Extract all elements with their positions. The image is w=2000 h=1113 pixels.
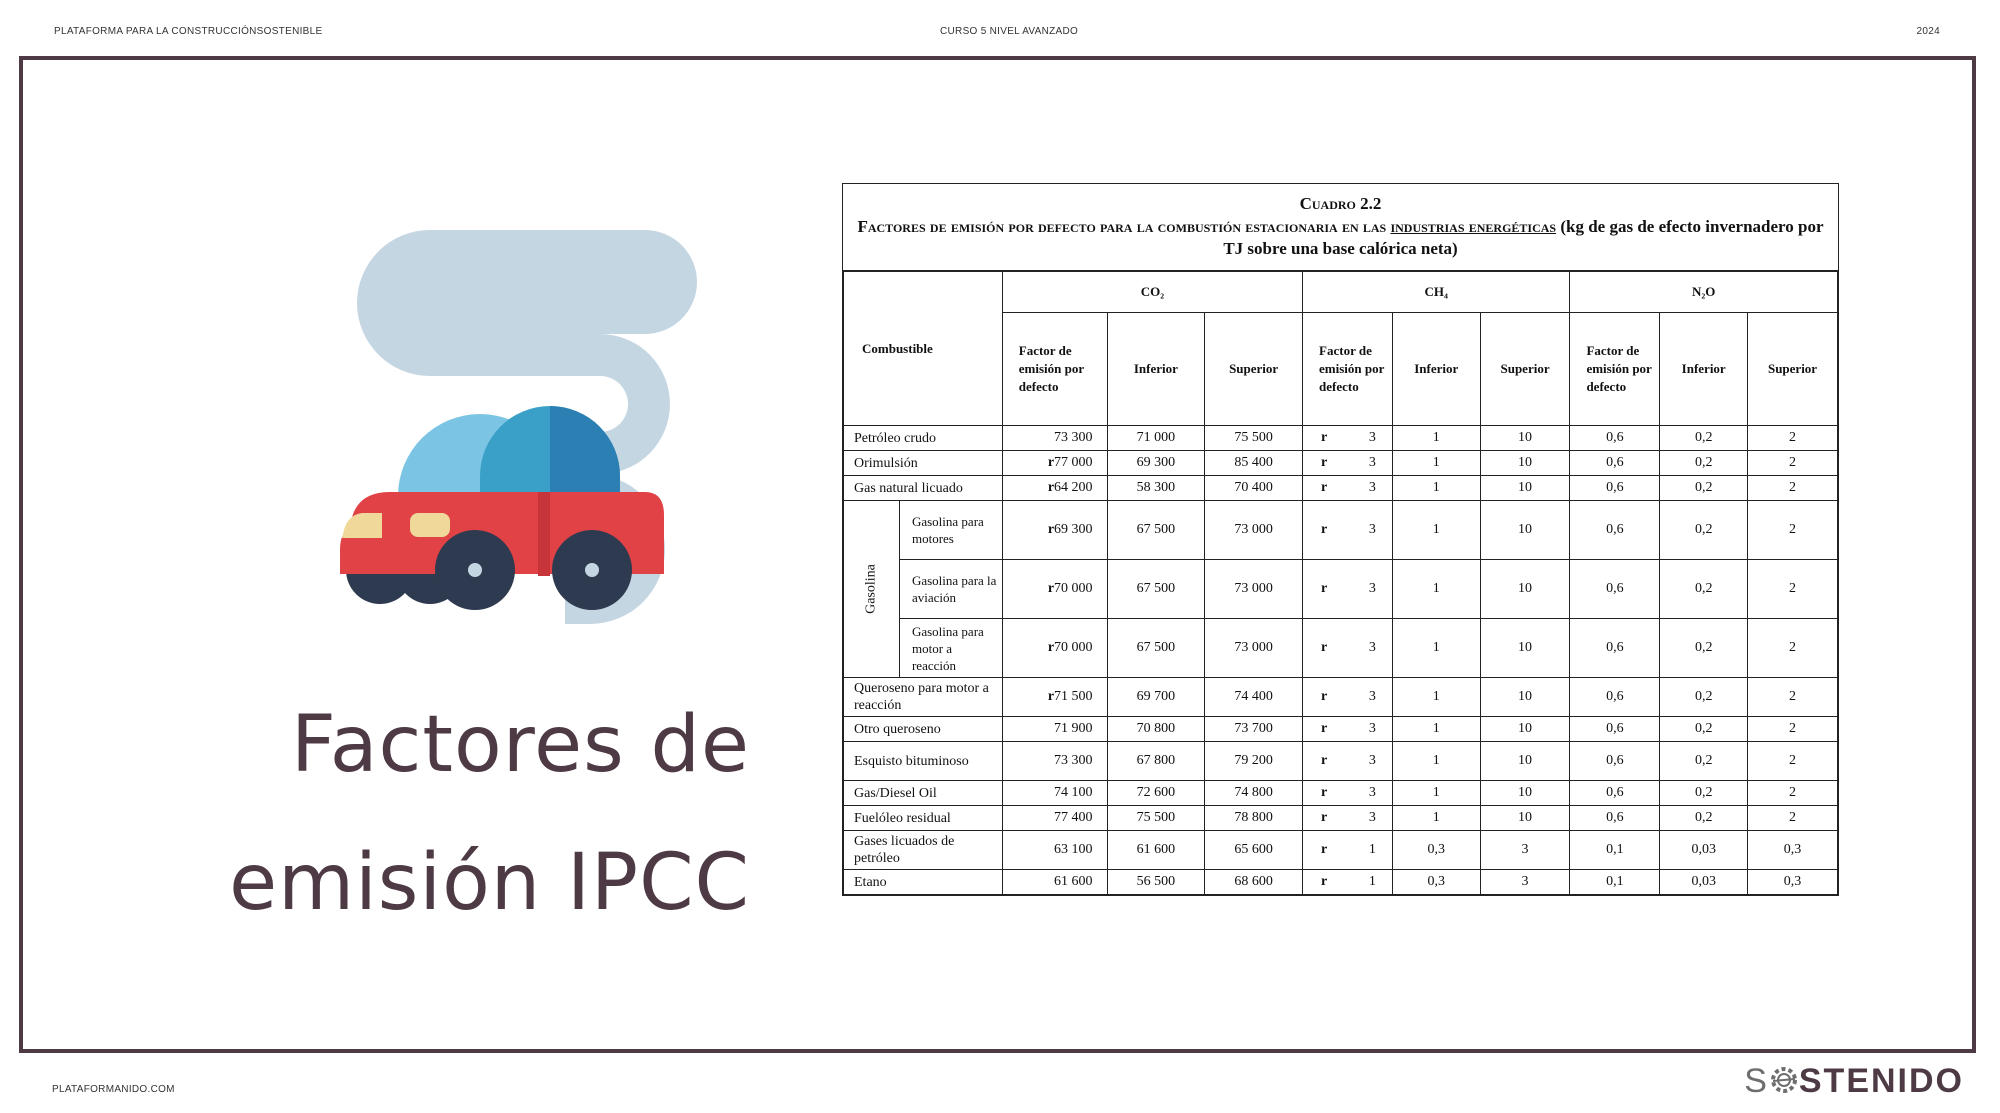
fuel-name: Queroseno para motor a reacción — [844, 678, 1003, 717]
n2o-factor-cell: 0,1 — [1570, 870, 1660, 895]
header-ch4-superior: Superior — [1480, 313, 1570, 426]
ch4-factor-cell — [1303, 560, 1393, 619]
n2o-superior-cell: 2 — [1748, 742, 1838, 781]
table-row — [844, 806, 1838, 831]
ch4-inferior-cell: 1 — [1392, 426, 1480, 451]
co2-inferior-cell: 67 800 — [1107, 742, 1205, 781]
table-row — [844, 451, 1838, 476]
table-row — [844, 619, 1838, 678]
n2o-inferior-cell: 0,2 — [1660, 451, 1748, 476]
ch4-superior-cell: 10 — [1480, 742, 1570, 781]
ch4-factor-cell — [1303, 831, 1393, 870]
revision-marker: r — [1047, 480, 1055, 495]
revision-marker: r — [1047, 522, 1055, 537]
co2-inferior-cell: 58 300 — [1107, 476, 1205, 501]
ch4-factor-cell — [1303, 717, 1393, 742]
table-body — [844, 426, 1838, 895]
table-title: Factores de emisión por defecto para la combustión estacionaria en las industrias energéticas (kg de gas de efecto invernadero por TJ sobre una base calórica neta) — [857, 217, 1824, 258]
n2o-factor-cell: 0,6 — [1570, 742, 1660, 781]
revision-marker: r — [1047, 581, 1055, 596]
co2-factor-value: 63 100 — [1054, 842, 1093, 857]
co2-superior-cell: 85 400 — [1205, 451, 1303, 476]
header-ch4: CH₄ — [1303, 272, 1570, 313]
header-n2o: N₂O — [1570, 272, 1838, 313]
brand-logo: S STENIDO — [1744, 1062, 1964, 1100]
header-n2o-superior: Superior — [1748, 313, 1838, 426]
co2-factor-value: 70 000 — [1054, 640, 1093, 655]
revision-marker: r — [1321, 455, 1328, 470]
n2o-superior-cell: 0,3 — [1748, 831, 1838, 870]
co2-inferior-cell: 67 500 — [1107, 619, 1205, 678]
n2o-factor-cell: 0,6 — [1570, 501, 1660, 560]
factors-grid — [843, 271, 1838, 895]
co2-superior-cell: 73 000 — [1205, 560, 1303, 619]
n2o-superior-cell: 2 — [1748, 476, 1838, 501]
gear-icon — [1769, 1065, 1799, 1095]
ch4-inferior-cell: 1 — [1392, 806, 1480, 831]
fuel-name: Orimulsión — [844, 451, 1003, 476]
revision-marker: r — [1321, 430, 1328, 445]
revision-marker: r — [1047, 640, 1055, 655]
ch4-inferior-cell: 1 — [1392, 678, 1480, 717]
ch4-inferior-cell: 0,3 — [1392, 831, 1480, 870]
co2-superior-cell: 74 800 — [1205, 781, 1303, 806]
revision-marker: r — [1321, 640, 1328, 655]
n2o-factor-cell: 0,6 — [1570, 717, 1660, 742]
n2o-superior-cell: 2 — [1748, 426, 1838, 451]
revision-marker: r — [1321, 753, 1328, 768]
ch4-superior-cell: 10 — [1480, 560, 1570, 619]
ch4-factor-cell — [1303, 476, 1393, 501]
n2o-superior-cell: 2 — [1748, 806, 1838, 831]
n2o-factor-cell: 0,6 — [1570, 476, 1660, 501]
n2o-inferior-cell: 0,2 — [1660, 717, 1748, 742]
co2-factor-cell — [1002, 501, 1107, 560]
co2-factor-cell — [1002, 451, 1107, 476]
co2-factor-cell — [1002, 426, 1107, 451]
ch4-superior-cell: 10 — [1480, 717, 1570, 742]
n2o-inferior-cell: 0,03 — [1660, 831, 1748, 870]
n2o-superior-cell: 2 — [1748, 560, 1838, 619]
fuel-name: Petróleo crudo — [844, 426, 1003, 451]
fuel-name: Otro queroseno — [844, 717, 1003, 742]
n2o-inferior-cell: 0,2 — [1660, 678, 1748, 717]
co2-superior-cell: 78 800 — [1205, 806, 1303, 831]
fuel-name: Gas natural licuado — [844, 476, 1003, 501]
co2-superior-cell: 73 000 — [1205, 619, 1303, 678]
ch4-superior-cell: 10 — [1480, 476, 1570, 501]
fuel-name: Gasolina para motor a reacción — [899, 619, 1002, 678]
co2-inferior-cell: 69 700 — [1107, 678, 1205, 717]
ch4-factor-value: 3 — [1368, 480, 1376, 495]
fuel-name: Gas/Diesel Oil — [844, 781, 1003, 806]
co2-factor-value: 71 900 — [1054, 721, 1093, 736]
ch4-superior-cell: 10 — [1480, 806, 1570, 831]
co2-inferior-cell: 69 300 — [1107, 451, 1205, 476]
fuel-name: Gasolina para la aviación — [899, 560, 1002, 619]
header-co2: CO₂ — [1002, 272, 1302, 313]
co2-factor-cell — [1002, 619, 1107, 678]
co2-factor-value: 74 100 — [1054, 785, 1093, 800]
table-row — [844, 678, 1838, 717]
ch4-factor-value: 3 — [1368, 785, 1376, 800]
header-n2o-inferior: Inferior — [1660, 313, 1748, 426]
n2o-inferior-cell: 0,2 — [1660, 426, 1748, 451]
ch4-superior-cell: 10 — [1480, 501, 1570, 560]
revision-marker: r — [1047, 689, 1055, 704]
header-course: CURSO 5 NIVEL AVANZADO — [940, 26, 1079, 37]
revision-marker: r — [1321, 581, 1328, 596]
ch4-factor-cell — [1303, 742, 1393, 781]
gasolina-label: Gasolina — [863, 564, 879, 614]
table-row — [844, 717, 1838, 742]
emission-factors-table — [842, 183, 1839, 896]
ch4-factor-cell — [1303, 678, 1393, 717]
ch4-superior-cell: 10 — [1480, 781, 1570, 806]
table-row — [844, 742, 1838, 781]
n2o-factor-cell: 0,6 — [1570, 451, 1660, 476]
co2-inferior-cell: 67 500 — [1107, 560, 1205, 619]
slide-title-line2: emisión IPCC — [229, 838, 750, 928]
header-platform: PLATAFORMA PARA LA CONSTRUCCIÓNSOSTENIBLE — [54, 26, 323, 37]
footer-url: PLATAFORMANIDO.COM — [52, 1084, 175, 1095]
ch4-inferior-cell: 1 — [1392, 619, 1480, 678]
n2o-factor-cell: 0,6 — [1570, 619, 1660, 678]
table-row — [844, 781, 1838, 806]
co2-factor-value: 64 200 — [1054, 480, 1093, 495]
ch4-factor-value: 1 — [1368, 842, 1376, 857]
n2o-inferior-cell: 0,2 — [1660, 742, 1748, 781]
co2-factor-cell — [1002, 560, 1107, 619]
ch4-factor-value: 3 — [1368, 522, 1376, 537]
n2o-inferior-cell: 0,2 — [1660, 781, 1748, 806]
co2-inferior-cell: 70 800 — [1107, 717, 1205, 742]
fuel-name: Gasolina para motores — [899, 501, 1002, 560]
fuel-name: Etano — [844, 870, 1003, 895]
table-row — [844, 476, 1838, 501]
n2o-factor-cell: 0,6 — [1570, 806, 1660, 831]
ch4-factor-value: 3 — [1368, 581, 1376, 596]
header-year: 2024 — [1916, 26, 1940, 37]
header-co2-inferior: Inferior — [1107, 313, 1205, 426]
ch4-factor-value: 3 — [1368, 810, 1376, 825]
n2o-inferior-cell: 0,2 — [1660, 619, 1748, 678]
revision-marker: r — [1321, 842, 1328, 857]
table-number: Cuadro 2.2 — [1299, 194, 1382, 213]
co2-factor-cell — [1002, 476, 1107, 501]
ch4-superior-cell: 10 — [1480, 426, 1570, 451]
co2-inferior-cell: 75 500 — [1107, 806, 1205, 831]
ch4-factor-value: 3 — [1368, 430, 1376, 445]
ch4-superior-cell: 3 — [1480, 831, 1570, 870]
gasolina-group-label — [844, 501, 900, 678]
co2-factor-value: 77 000 — [1054, 455, 1093, 470]
ch4-inferior-cell: 1 — [1392, 476, 1480, 501]
co2-superior-cell: 70 400 — [1205, 476, 1303, 501]
ch4-inferior-cell: 1 — [1392, 501, 1480, 560]
ch4-inferior-cell: 1 — [1392, 742, 1480, 781]
ch4-factor-value: 3 — [1368, 640, 1376, 655]
n2o-superior-cell: 2 — [1748, 451, 1838, 476]
co2-factor-cell — [1002, 781, 1107, 806]
header-co2-factor: Factor de emisión por defecto — [1002, 313, 1107, 426]
revision-marker: r — [1321, 721, 1328, 736]
ch4-factor-value: 3 — [1368, 689, 1376, 704]
co2-superior-cell: 65 600 — [1205, 831, 1303, 870]
ch4-inferior-cell: 1 — [1392, 560, 1480, 619]
header-n2o-factor: Factor de emisión por defecto — [1570, 313, 1660, 426]
co2-factor-cell — [1002, 831, 1107, 870]
ch4-factor-value: 3 — [1368, 455, 1376, 470]
n2o-factor-cell: 0,6 — [1570, 781, 1660, 806]
co2-factor-cell — [1002, 678, 1107, 717]
revision-marker: r — [1321, 522, 1328, 537]
slide-title-line1: Factores de — [291, 700, 750, 790]
header-combustible: Combustible — [844, 272, 1003, 426]
ch4-factor-value: 3 — [1368, 721, 1376, 736]
n2o-factor-cell: 0,6 — [1570, 426, 1660, 451]
ch4-inferior-cell: 1 — [1392, 717, 1480, 742]
n2o-inferior-cell: 0,2 — [1660, 560, 1748, 619]
co2-superior-cell: 73 000 — [1205, 501, 1303, 560]
n2o-inferior-cell: 0,2 — [1660, 476, 1748, 501]
ch4-factor-value: 1 — [1368, 874, 1376, 889]
fuel-name: Gases licuados de petróleo — [844, 831, 1003, 870]
n2o-inferior-cell: 0,2 — [1660, 501, 1748, 560]
co2-inferior-cell: 56 500 — [1107, 870, 1205, 895]
header-ch4-factor: Factor de emisión por defecto — [1303, 313, 1393, 426]
n2o-superior-cell: 2 — [1748, 678, 1838, 717]
ch4-superior-cell: 3 — [1480, 870, 1570, 895]
revision-marker: r — [1047, 455, 1055, 470]
n2o-factor-cell: 0,6 — [1570, 678, 1660, 717]
ch4-inferior-cell: 0,3 — [1392, 870, 1480, 895]
n2o-superior-cell: 2 — [1748, 501, 1838, 560]
co2-factor-cell — [1002, 742, 1107, 781]
co2-factor-cell — [1002, 717, 1107, 742]
ch4-factor-cell — [1303, 781, 1393, 806]
table-row — [844, 426, 1838, 451]
co2-superior-cell: 73 700 — [1205, 717, 1303, 742]
ch4-factor-value: 3 — [1368, 753, 1376, 768]
ch4-factor-cell — [1303, 619, 1393, 678]
co2-factor-value: 71 500 — [1054, 689, 1093, 704]
n2o-superior-cell: 2 — [1748, 619, 1838, 678]
header-co2-superior: Superior — [1205, 313, 1303, 426]
ch4-inferior-cell: 1 — [1392, 451, 1480, 476]
co2-factor-cell — [1002, 806, 1107, 831]
co2-factor-value: 61 600 — [1054, 874, 1093, 889]
co2-superior-cell: 75 500 — [1205, 426, 1303, 451]
ch4-inferior-cell: 1 — [1392, 781, 1480, 806]
header-ch4-inferior: Inferior — [1392, 313, 1480, 426]
table-row — [844, 831, 1838, 870]
table-row — [844, 870, 1838, 895]
car-emission-icon — [330, 230, 750, 630]
ch4-factor-cell — [1303, 426, 1393, 451]
n2o-superior-cell: 2 — [1748, 781, 1838, 806]
ch4-superior-cell: 10 — [1480, 451, 1570, 476]
co2-factor-value: 70 000 — [1054, 581, 1093, 596]
n2o-factor-cell: 0,1 — [1570, 831, 1660, 870]
revision-marker: r — [1321, 810, 1328, 825]
n2o-inferior-cell: 0,03 — [1660, 870, 1748, 895]
ch4-superior-cell: 10 — [1480, 619, 1570, 678]
co2-superior-cell: 74 400 — [1205, 678, 1303, 717]
co2-factor-value: 69 300 — [1054, 522, 1093, 537]
n2o-superior-cell: 0,3 — [1748, 870, 1838, 895]
co2-factor-cell — [1002, 870, 1107, 895]
revision-marker: r — [1321, 689, 1328, 704]
n2o-inferior-cell: 0,2 — [1660, 806, 1748, 831]
n2o-factor-cell: 0,6 — [1570, 560, 1660, 619]
co2-superior-cell: 79 200 — [1205, 742, 1303, 781]
co2-superior-cell: 68 600 — [1205, 870, 1303, 895]
co2-factor-value: 73 300 — [1054, 430, 1093, 445]
co2-inferior-cell: 72 600 — [1107, 781, 1205, 806]
table-row — [844, 501, 1838, 560]
revision-marker: r — [1321, 874, 1328, 889]
ch4-factor-cell — [1303, 806, 1393, 831]
ch4-factor-cell — [1303, 501, 1393, 560]
revision-marker: r — [1321, 785, 1328, 800]
co2-factor-value: 73 300 — [1054, 753, 1093, 768]
revision-marker: r — [1321, 480, 1328, 495]
ch4-factor-cell — [1303, 870, 1393, 895]
ch4-factor-cell — [1303, 451, 1393, 476]
n2o-superior-cell: 2 — [1748, 717, 1838, 742]
table-caption — [843, 184, 1838, 271]
fuel-name: Esquisto bituminoso — [844, 742, 1003, 781]
co2-inferior-cell: 71 000 — [1107, 426, 1205, 451]
co2-inferior-cell: 67 500 — [1107, 501, 1205, 560]
co2-inferior-cell: 61 600 — [1107, 831, 1205, 870]
ch4-superior-cell: 10 — [1480, 678, 1570, 717]
co2-factor-value: 77 400 — [1054, 810, 1093, 825]
fuel-name: Fuelóleo residual — [844, 806, 1003, 831]
table-row — [844, 560, 1838, 619]
